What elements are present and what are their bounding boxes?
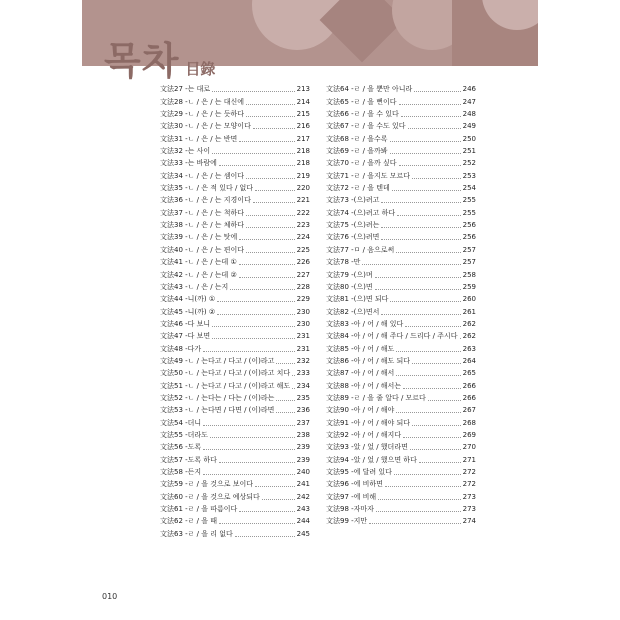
dot-leader xyxy=(246,214,295,216)
toc-entry[interactable] xyxy=(160,515,310,527)
dot-leader xyxy=(276,399,294,401)
toc-entry-page: 218 xyxy=(296,159,310,168)
dot-leader xyxy=(375,276,461,278)
toc-entry[interactable] xyxy=(160,108,310,120)
dot-leader xyxy=(369,522,460,524)
dot-leader xyxy=(362,263,460,265)
toc-entry[interactable] xyxy=(326,281,476,293)
dot-leader xyxy=(246,226,295,228)
toc-entry[interactable] xyxy=(160,503,310,515)
toc-entry-page: 237 xyxy=(296,418,310,427)
dot-leader xyxy=(217,300,294,302)
toc-entry[interactable] xyxy=(160,453,310,465)
dot-leader xyxy=(253,201,295,203)
toc-entry[interactable] xyxy=(160,293,310,305)
toc-entry[interactable] xyxy=(160,478,310,490)
toc-entry-page: 256 xyxy=(462,233,476,242)
toc-entry-label: 文法74 -(으)려고 하다 xyxy=(326,208,396,217)
toc-entry-label: 文法35 -ㄴ / 은 적 있다 / 없다 xyxy=(160,184,254,193)
toc-entry-page: 256 xyxy=(462,221,476,230)
toc-entry-page: 248 xyxy=(462,110,476,119)
toc-entry-label: 文法95 -에 달려 있다 xyxy=(326,468,392,476)
dot-leader xyxy=(419,461,461,463)
toc-entry-page: 245 xyxy=(296,529,310,538)
toc-entry-label: 文法57 -도록 하다 xyxy=(160,455,217,464)
toc-entry-label: 文法41 -ㄴ / 은 / 는데 ① xyxy=(160,258,237,267)
toc-entry[interactable] xyxy=(326,293,476,305)
dot-leader xyxy=(390,300,460,302)
toc-entry-page: 242 xyxy=(296,492,310,501)
toc-entry-label: 文法36 -ㄴ / 은 / 는 지경이다 xyxy=(160,196,251,205)
dot-leader xyxy=(239,238,294,240)
toc-entry-page: 270 xyxy=(462,443,476,452)
toc-entry[interactable] xyxy=(326,219,476,231)
toc-entry[interactable] xyxy=(326,453,476,465)
toc-entry[interactable] xyxy=(326,441,476,453)
toc-entry-label: 文法81 -(으)면 되다 xyxy=(326,295,389,304)
toc-entry[interactable] xyxy=(160,379,310,391)
dot-leader xyxy=(212,152,294,154)
toc-entry-page: 272 xyxy=(462,468,476,476)
toc-entry-page: 215 xyxy=(296,110,310,119)
toc-entry-page: 269 xyxy=(462,430,476,439)
toc-entry-label: 文法99 -지만 xyxy=(326,517,368,526)
toc-entry[interactable] xyxy=(160,256,310,268)
dot-leader xyxy=(403,436,461,438)
toc-entry-label: 文法42 -ㄴ / 은 / 는데 ② xyxy=(160,270,237,279)
dot-leader xyxy=(246,177,295,179)
toc-entry-label: 文法43 -ㄴ / 은 / 는지 xyxy=(160,282,229,291)
toc-entry-label: 文法65 -ㄹ / 을 뻔이다 xyxy=(326,97,397,106)
toc-entry-label: 文法77 -ㅁ / 음으로써 xyxy=(326,245,395,254)
dot-leader xyxy=(396,374,460,376)
page-title xyxy=(104,30,216,83)
toc-entry-label: 文法30 -ㄴ / 은 / 는 모양이다 xyxy=(160,122,251,131)
dot-leader xyxy=(376,510,461,512)
toc-entry-label: 文法96 -에 비하면 xyxy=(326,480,383,489)
toc-entry-label: 文法37 -ㄴ / 은 / 는 척하다 xyxy=(160,208,245,217)
dot-leader xyxy=(412,362,461,364)
dot-leader xyxy=(428,399,461,401)
toc-entry[interactable] xyxy=(326,478,476,490)
toc-entry-label: 文法64 -ㄹ / 을 뿐만 아니라 xyxy=(326,85,413,94)
toc-entry-label: 文法62 -ㄹ / 을 때 xyxy=(160,517,217,526)
dot-leader xyxy=(390,140,461,142)
toc-entry-label: 文法63 -ㄹ / 을 리 없다 xyxy=(160,529,233,538)
dot-leader xyxy=(212,90,294,92)
dot-leader xyxy=(203,424,294,426)
toc-entry-label: 文法83 -아 / 어 / 해 있다 xyxy=(326,319,404,328)
toc-entry[interactable] xyxy=(326,182,476,194)
toc-entry-page: 239 xyxy=(296,455,310,464)
dot-leader xyxy=(262,498,295,500)
dot-leader xyxy=(212,325,294,327)
toc-entry[interactable] xyxy=(326,503,476,515)
toc-entry-page: 240 xyxy=(296,468,310,476)
toc-entry-page: 233 xyxy=(296,369,310,378)
toc-entry[interactable] xyxy=(326,466,476,478)
toc-entry-label: 文法91 -아 / 어 / 해야 되다 xyxy=(326,418,411,427)
toc-entry[interactable] xyxy=(160,194,310,206)
toc-entry-label: 文法71 -ㄹ / 을지도 모르다 xyxy=(326,171,411,180)
toc-entry-page: 227 xyxy=(296,270,310,279)
toc-entry-label: 文法88 -아 / 어 / 해서는 xyxy=(326,381,402,390)
toc-entry[interactable] xyxy=(160,169,310,181)
toc-entry-label: 文法55 -더라도 xyxy=(160,430,208,439)
dot-leader xyxy=(203,473,294,475)
dot-leader xyxy=(385,485,461,487)
toc-entry-page: 271 xyxy=(462,455,476,464)
toc-entry-page: 228 xyxy=(296,282,310,291)
toc-entry-label: 文法38 -ㄴ / 은 / 는 체하다 xyxy=(160,221,245,230)
toc-entry-page: 247 xyxy=(462,97,476,106)
toc-entry-label: 文法53 -ㄴ / 는다면 / 다면 / (이)라면 xyxy=(160,406,275,415)
dot-leader xyxy=(401,115,461,117)
toc-entry[interactable] xyxy=(326,515,476,527)
dot-leader xyxy=(246,115,295,117)
toc-entry-label: 文法82 -(으)면서 xyxy=(326,307,380,316)
toc-entry-page: 213 xyxy=(296,85,310,94)
title-hanja: 目錄 xyxy=(185,60,216,78)
toc-entry-page: 262 xyxy=(462,332,476,341)
toc-entry-label: 文法47 -다 보면 xyxy=(160,332,211,341)
toc-entry-page: 252 xyxy=(462,159,476,168)
toc-entry-label: 文法85 -아 / 어 / 해도 xyxy=(326,344,395,353)
title-korean: 목차 xyxy=(104,39,180,83)
dot-leader xyxy=(292,387,294,389)
toc-entry[interactable] xyxy=(326,132,476,144)
toc-entry[interactable] xyxy=(326,145,476,157)
toc-entry-page: 260 xyxy=(462,295,476,304)
toc-entry[interactable] xyxy=(326,379,476,391)
dot-leader xyxy=(230,288,294,290)
toc-column-left xyxy=(160,83,310,540)
toc-entry-label: 文法40 -ㄴ / 은 / 는 편이다 xyxy=(160,245,245,254)
toc-entry-label: 文法46 -다 보니 xyxy=(160,319,211,328)
toc-entry[interactable] xyxy=(160,219,310,231)
toc-entry-page: 254 xyxy=(462,184,476,193)
toc-entry-page: 218 xyxy=(296,147,310,156)
toc-entry[interactable] xyxy=(160,318,310,330)
toc-entry-label: 文法54 -더니 xyxy=(160,418,202,427)
toc-entry[interactable] xyxy=(326,429,476,441)
toc-entry-page: 224 xyxy=(296,233,310,242)
toc-entry[interactable] xyxy=(160,95,310,107)
toc-entry[interactable] xyxy=(160,490,310,502)
toc-entry[interactable] xyxy=(326,330,476,342)
toc-entry-label: 文法76 -(으)려면 xyxy=(326,233,380,242)
toc-entry-page: 259 xyxy=(462,282,476,291)
toc-entry-label: 文法69 -ㄹ / 을까봐 xyxy=(326,147,388,156)
toc-entry-label: 文法84 -아 / 어 / 해 주다 / 드리다 / 주시다 xyxy=(326,332,458,341)
toc-entry-page: 267 xyxy=(462,406,476,415)
toc-entry-page: 266 xyxy=(462,393,476,402)
dot-leader xyxy=(381,238,460,240)
dot-leader xyxy=(255,485,295,487)
toc-entry-label: 文法97 -에 비해 xyxy=(326,492,377,501)
toc-entry[interactable] xyxy=(160,268,310,280)
dot-leader xyxy=(405,325,460,327)
toc-entry-page: 236 xyxy=(296,406,310,415)
toc-entry-label: 文法58 -든지 xyxy=(160,468,202,476)
toc-entry-page: 273 xyxy=(462,505,476,514)
dot-leader xyxy=(378,498,460,500)
toc-entry-label: 文法61 -ㄹ / 을 따름이다 xyxy=(160,505,238,514)
dot-leader xyxy=(399,103,461,105)
toc-entry-page: 221 xyxy=(296,196,310,205)
toc-entry-page: 262 xyxy=(462,319,476,328)
toc-entry-page: 258 xyxy=(462,270,476,279)
toc-entry-label: 文法72 -ㄹ / 을 텐데 xyxy=(326,184,390,193)
toc-entry-label: 文法28 -ㄴ / 은 / 는 대신에 xyxy=(160,97,245,106)
toc-entry-page: 257 xyxy=(462,245,476,254)
toc-entry-page: 272 xyxy=(462,480,476,489)
dot-leader xyxy=(210,436,295,438)
toc-entry[interactable] xyxy=(326,355,476,367)
toc-entry-page: 255 xyxy=(462,208,476,217)
toc-entry-label: 文法56 -도록 xyxy=(160,443,202,452)
toc-entry-page: 222 xyxy=(296,208,310,217)
toc-entry-label: 文法87 -아 / 어 / 해서 xyxy=(326,369,395,378)
dot-leader xyxy=(399,164,461,166)
dot-leader xyxy=(203,350,294,352)
toc-entry[interactable] xyxy=(160,429,310,441)
toc-entry-label: 文法98 -자마자 xyxy=(326,505,374,514)
toc-entry-page: 217 xyxy=(296,134,310,143)
toc-entry-page: 231 xyxy=(296,332,310,341)
toc-entry-label: 文法73 -(으)려고 xyxy=(326,196,380,205)
dot-leader xyxy=(212,337,294,339)
toc-entry-page: 257 xyxy=(462,258,476,267)
toc-entry-page: 220 xyxy=(296,184,310,193)
toc-entry[interactable] xyxy=(326,157,476,169)
toc-entry-page: 232 xyxy=(296,356,310,365)
toc-entry[interactable] xyxy=(160,527,310,539)
toc-entry[interactable] xyxy=(160,342,310,354)
toc-entry-page: 263 xyxy=(462,344,476,353)
dot-leader xyxy=(408,127,461,129)
dot-leader xyxy=(235,535,295,537)
toc-entry-label: 文法48 -다가 xyxy=(160,344,202,353)
dot-leader xyxy=(410,448,461,450)
toc-entry[interactable] xyxy=(160,206,310,218)
toc-entry[interactable] xyxy=(160,83,310,95)
toc-entry[interactable] xyxy=(326,367,476,379)
toc-entry-page: 268 xyxy=(462,418,476,427)
toc-entry[interactable] xyxy=(326,95,476,107)
dot-leader xyxy=(375,288,461,290)
toc-entry-page: 244 xyxy=(296,517,310,526)
toc-entry-page: 216 xyxy=(296,122,310,131)
toc-entry-label: 文法94 -았 / 었 / 했으면 하다 xyxy=(326,455,417,464)
toc-entry-page: 230 xyxy=(296,319,310,328)
toc-entry[interactable] xyxy=(160,404,310,416)
toc-entry-label: 文法51 -ㄴ / 는다고 / 다고 / (이)라고 해도 xyxy=(160,381,291,390)
toc-entry-label: 文法78 -만 xyxy=(326,258,361,267)
toc-entry-label: 文法75 -(으)려는 xyxy=(326,221,380,230)
dot-leader xyxy=(239,140,294,142)
toc-entry-page: 219 xyxy=(296,171,310,180)
toc-entry-page: 235 xyxy=(296,393,310,402)
dot-leader xyxy=(246,251,295,253)
toc-entry[interactable] xyxy=(326,404,476,416)
toc-entry[interactable] xyxy=(326,490,476,502)
toc-entry-page: 231 xyxy=(296,344,310,353)
dot-leader xyxy=(381,313,460,315)
toc-entry-label: 文法67 -ㄹ / 을 수도 있다 xyxy=(326,122,406,131)
toc-entry[interactable] xyxy=(160,120,310,132)
toc-entry-label: 文法92 -아 / 어 / 해지다 xyxy=(326,430,402,439)
toc-entry-page: 234 xyxy=(296,381,310,390)
dot-leader xyxy=(219,461,295,463)
toc-entry[interactable] xyxy=(326,392,476,404)
dot-leader xyxy=(239,263,295,265)
toc-entry-page: 214 xyxy=(296,97,310,106)
toc-entry-label: 文法90 -아 / 어 / 해야 xyxy=(326,406,395,415)
toc-entry-label: 文法80 -(으)면 xyxy=(326,282,373,291)
toc-entry-page: 265 xyxy=(462,369,476,378)
toc-entry[interactable] xyxy=(326,305,476,317)
toc-entry-label: 文法31 -ㄴ / 은 / 는 반면 xyxy=(160,134,238,143)
dot-leader xyxy=(381,226,460,228)
dot-leader xyxy=(276,411,294,413)
toc-entry-label: 文法45 -니(까) ② xyxy=(160,307,216,316)
toc-entry-page: 266 xyxy=(462,381,476,390)
toc-entry-label: 文法34 -ㄴ / 은 / 는 셈이다 xyxy=(160,171,245,180)
dot-leader xyxy=(219,164,295,166)
toc-entry-page: 249 xyxy=(462,122,476,131)
toc-entry-page: 253 xyxy=(462,171,476,180)
toc-entry-page: 246 xyxy=(462,85,476,94)
toc-entry[interactable] xyxy=(326,169,476,181)
toc-entry[interactable] xyxy=(160,243,310,255)
dot-leader xyxy=(381,201,460,203)
toc-entry-page: 238 xyxy=(296,430,310,439)
dot-leader xyxy=(246,103,295,105)
toc-entry-label: 文法60 -ㄹ / 을 것으로 예상되다 xyxy=(160,492,260,501)
dot-leader xyxy=(239,510,294,512)
toc-entry-page: 261 xyxy=(462,307,476,316)
dot-leader xyxy=(217,313,294,315)
dot-leader xyxy=(396,350,460,352)
dot-leader xyxy=(394,473,461,475)
page-number: 010 xyxy=(102,592,118,601)
toc-entry-label: 文法89 -ㄹ / 을 줄 알다 / 모르다 xyxy=(326,393,426,402)
toc-entry-label: 文法32 -는 사이 xyxy=(160,147,211,156)
toc-entry[interactable] xyxy=(326,416,476,428)
toc-entry[interactable] xyxy=(160,330,310,342)
toc-entry[interactable] xyxy=(160,157,310,169)
toc-entry-page: 225 xyxy=(296,245,310,254)
toc-entry-page: 229 xyxy=(296,295,310,304)
toc-entry[interactable] xyxy=(326,83,476,95)
toc-entry-label: 文法27 -는 대로 xyxy=(160,85,211,94)
toc-entry-page: 255 xyxy=(462,196,476,205)
toc-entry-page: 239 xyxy=(296,443,310,452)
dot-leader xyxy=(396,411,460,413)
toc-entry[interactable] xyxy=(160,466,310,478)
toc-entry-label: 文法68 -ㄹ / 을수록 xyxy=(326,134,388,143)
toc-entry-page: 223 xyxy=(296,221,310,230)
toc-entry-label: 文法66 -ㄹ / 을 수 있다 xyxy=(326,110,399,119)
toc-entry-label: 文法33 -는 바람에 xyxy=(160,159,217,168)
dot-leader xyxy=(292,374,294,376)
toc-entry-label: 文法86 -아 / 어 / 해도 되다 xyxy=(326,356,411,365)
toc-entry-page: 226 xyxy=(296,258,310,267)
dot-leader xyxy=(392,189,461,191)
toc-entry[interactable] xyxy=(160,145,310,157)
toc-entry[interactable] xyxy=(326,231,476,243)
toc-entry[interactable] xyxy=(326,256,476,268)
toc-entry-label: 文法52 -ㄴ / 는다는 / 다는 / (이)라는 xyxy=(160,393,275,402)
dot-leader xyxy=(412,177,461,179)
toc-entry[interactable] xyxy=(160,281,310,293)
toc-entry[interactable] xyxy=(326,342,476,354)
dot-leader xyxy=(276,362,294,364)
toc-entry-page: 243 xyxy=(296,505,310,514)
toc-entry-label: 文法49 -ㄴ / 는다고 / 다고 / (이)라고 xyxy=(160,356,275,365)
toc-entry-page: 241 xyxy=(296,480,310,489)
toc-entry[interactable] xyxy=(160,416,310,428)
toc-entry[interactable] xyxy=(326,194,476,206)
toc-entry-label: 文法70 -ㄹ / 을까 싶다 xyxy=(326,159,397,168)
toc-entry-label: 文法93 -았 / 었 / 했더라면 xyxy=(326,443,408,452)
toc-entry-label: 文法29 -ㄴ / 은 / 는 듯하다 xyxy=(160,110,245,119)
toc-entry[interactable] xyxy=(160,355,310,367)
toc-entry-page: 264 xyxy=(462,356,476,365)
dot-leader xyxy=(203,448,294,450)
toc-entry-page: 230 xyxy=(296,307,310,316)
dot-leader xyxy=(219,522,295,524)
dot-leader xyxy=(255,189,295,191)
toc-entry[interactable] xyxy=(160,305,310,317)
toc-entry[interactable] xyxy=(160,231,310,243)
toc-entry-label: 文法39 -ㄴ / 은 / 는 탓에 xyxy=(160,233,238,242)
toc-entry[interactable] xyxy=(160,132,310,144)
toc-column-right xyxy=(326,83,476,527)
dot-leader xyxy=(412,424,461,426)
toc-entry[interactable] xyxy=(326,318,476,330)
toc-entry[interactable] xyxy=(326,108,476,120)
toc-entry[interactable] xyxy=(160,392,310,404)
toc-entry[interactable] xyxy=(326,206,476,218)
toc-entry[interactable] xyxy=(326,120,476,132)
dot-leader xyxy=(253,127,295,129)
toc-entry-label: 文法50 -ㄴ / 는다고 / 다고 / (이)라고 치다 xyxy=(160,369,291,378)
dot-leader xyxy=(390,152,461,154)
toc-entry-page: 251 xyxy=(462,147,476,156)
dot-leader xyxy=(239,276,295,278)
toc-entry-label: 文法79 -(으)며 xyxy=(326,270,373,279)
dot-leader xyxy=(403,387,461,389)
dot-leader xyxy=(396,251,460,253)
toc-entry-page: 273 xyxy=(462,492,476,501)
toc-entry[interactable] xyxy=(160,367,310,379)
dot-leader xyxy=(397,214,460,216)
toc-entry-page: 250 xyxy=(462,134,476,143)
toc-entry[interactable] xyxy=(160,441,310,453)
toc-entry-page: 274 xyxy=(462,517,476,526)
toc-entry-label: 文法44 -니(까) ① xyxy=(160,295,216,304)
dot-leader xyxy=(414,90,460,92)
toc-entry[interactable] xyxy=(160,182,310,194)
toc-entry-label: 文法59 -ㄹ / 을 것으로 보이다 xyxy=(160,480,254,489)
dot-leader xyxy=(460,337,461,339)
toc-entry[interactable] xyxy=(326,243,476,255)
toc-entry[interactable] xyxy=(326,268,476,280)
